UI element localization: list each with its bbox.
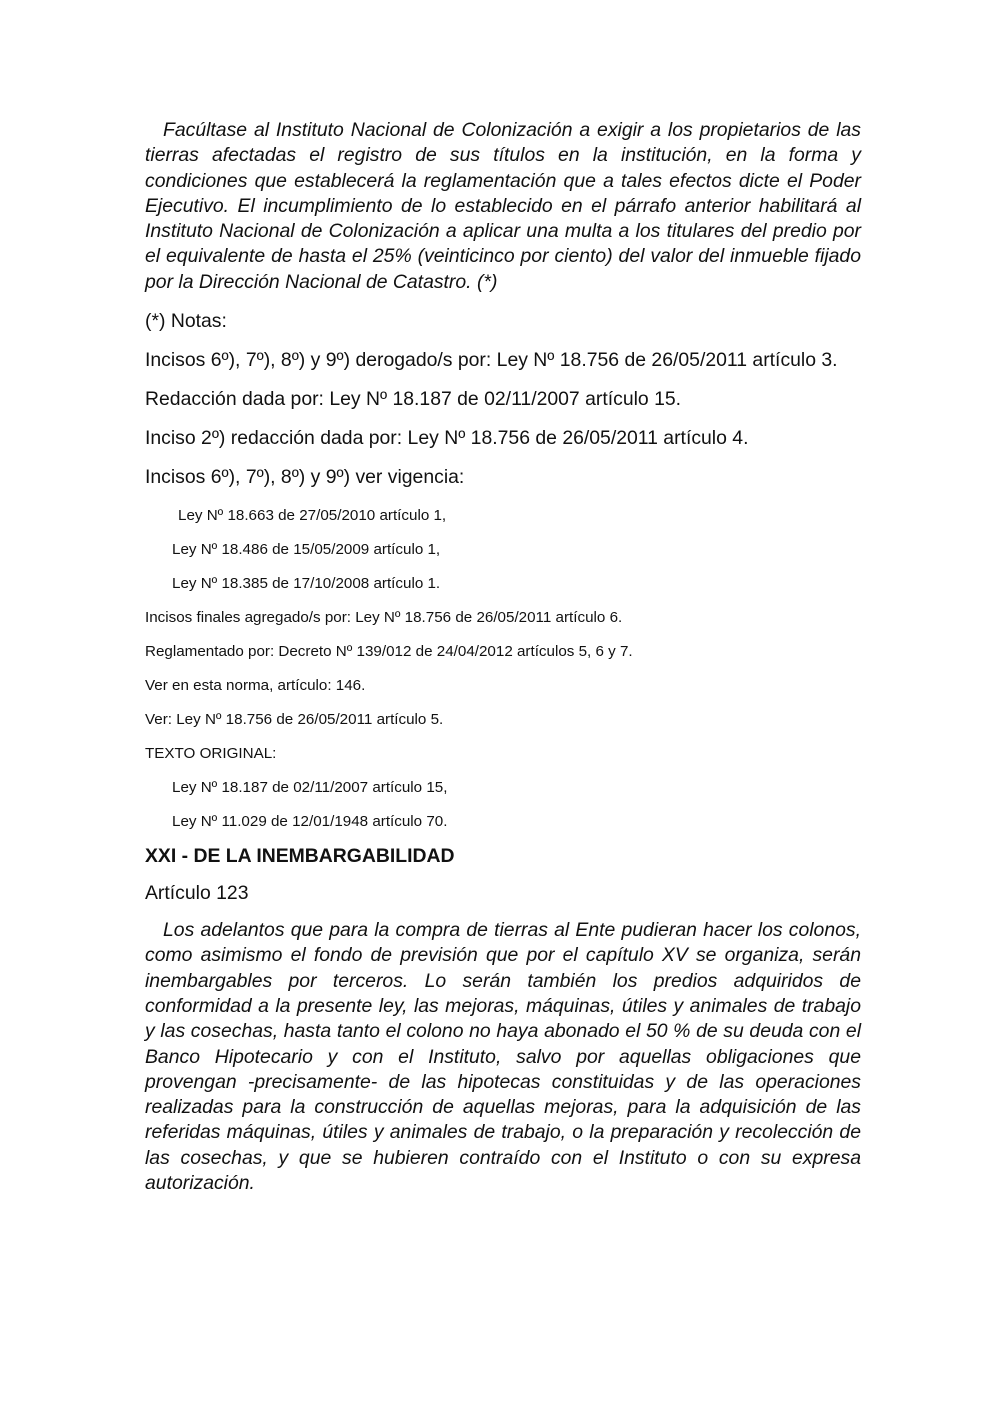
- note-small-line: Ver: Ley Nº 18.756 de 26/05/2011 artículo 5.: [145, 711, 444, 729]
- vigencia-ref: Ley Nº 18.663 de 27/05/2010 artículo 1,: [178, 507, 447, 525]
- section-title: XXI - DE LA INEMBARGABILIDAD: [145, 845, 455, 868]
- note-small-line: Reglamentado por: Decreto Nº 139/012 de 24/04/2012 artículos 5, 6 y 7.: [145, 643, 633, 661]
- notes-header: (*) Notas:: [145, 310, 227, 333]
- note-line: Incisos 6º), 7º), 8º) y 9º) ver vigencia:: [145, 466, 465, 489]
- document-page: [145, 118, 861, 1196]
- vigencia-ref: Ley Nº 18.385 de 17/10/2008 artículo 1.: [172, 575, 441, 593]
- note-line: Inciso 2º) redacción dada por: Ley Nº 18.756 de 26/05/2011 artículo 4.: [145, 427, 749, 450]
- original-ref: Ley Nº 18.187 de 02/11/2007 artículo 15,: [172, 779, 448, 797]
- article-label: Artículo 123: [145, 882, 249, 905]
- note-line: Incisos 6º), 7º), 8º) y 9º) derogado/s por: Ley Nº 18.756 de 26/05/2011 artículo 3.: [145, 349, 838, 372]
- note-line: Redacción dada por: Ley Nº 18.187 de 02/11/2007 artículo 15.: [145, 388, 682, 411]
- note-small-line: Ver en esta norma, artículo: 146.: [145, 677, 366, 695]
- article-text: Los adelantos que para la compra de tierras al Ente pudieran hacer los colonos, como asimismo el fondo de previsión que por el capítulo XV se organiza, serán inembargables por terceros. Lo serán también los predios adquiridos de conformidad a la presente ley, las mejoras, máquinas, útiles y animales de trabajo y las cosechas, hasta tanto el colono no haya abonado el 50 % de su deuda con el Banco Hipotecario y con el Instituto, salvo por aquellas obligaciones que provengan -precisamente- de las hipotecas constituidas y de las operaciones realizadas para la construcción de aquellas mejoras, para la adquisición de las referidas máquinas, útiles y animales de trabajo, o la preparación y recolección de las cosechas, y que se hubieren contraído con el Instituto o con su expresa autorización.: [145, 919, 861, 1195]
- intro-paragraph: Facúltase al Instituto Nacional de Colonización a exigir a los propietarios de las tierras afectadas el registro de sus títulos en la institución, en la forma y condiciones que establecerá la reglamentación que a tales efectos dicte el Poder Ejecutivo. El incumplimiento de lo establecido en el párrafo anterior habilitará al Instituto Nacional de Colonización a aplicar una multa a los titulares del predio por el equivalente de hasta el 25% (veinticinco por ciento) del valor del inmueble fijado por la Dirección Nacional de Catastro. (*): [145, 119, 861, 293]
- texto-original-label: TEXTO ORIGINAL:: [145, 745, 277, 763]
- note-small-line: Incisos finales agregado/s por: Ley Nº 18.756 de 26/05/2011 artículo 6.: [145, 609, 623, 627]
- vigencia-ref: Ley Nº 18.486 de 15/05/2009 artículo 1,: [172, 541, 441, 559]
- original-ref: Ley Nº 11.029 de 12/01/1948 artículo 70.: [172, 813, 448, 831]
